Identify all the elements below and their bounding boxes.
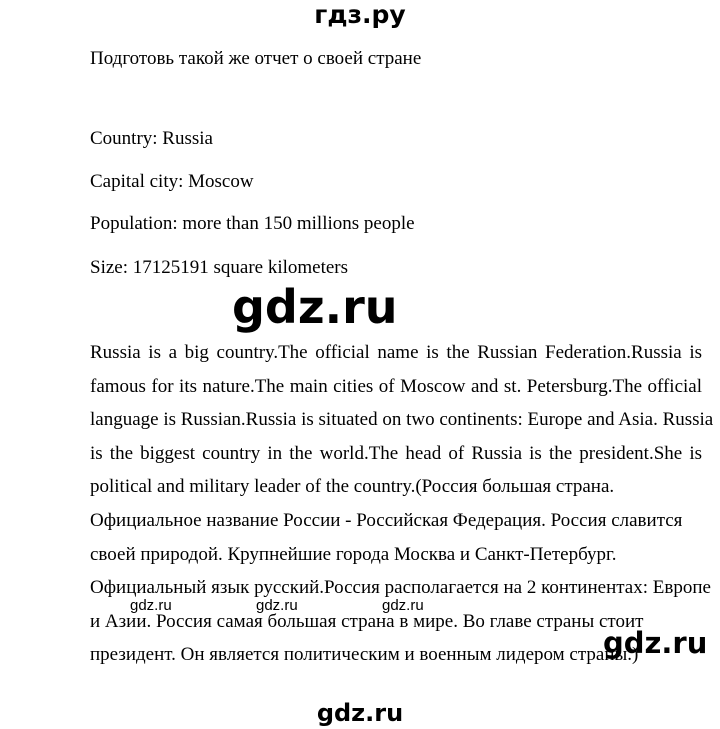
essay-line: Официальное название России - Российская Федерация. Россия славится (90, 509, 683, 531)
essay-text (90, 336, 714, 672)
essay-line: Russia is a big country.The official name is the Russian Federation.Russia is (90, 342, 702, 363)
fact-capital: Capital city: Moscow (90, 171, 254, 192)
watermark-small: gdz.ru (130, 597, 172, 614)
watermark-right: gdz.ru (603, 626, 708, 660)
essay-line: президент. Он является политическим и военным лидером страны.) (90, 644, 639, 666)
essay-line: famous for its nature.The main cities of Moscow and st. Petersburg.The official (90, 375, 702, 397)
watermark-top: гдз.ру (314, 0, 406, 29)
essay-line: Официальный язык русский.Россия располагается на 2 континентах: Европе (90, 577, 711, 599)
essay-line: political and military leader of the country.(Россия большая страна. (90, 476, 615, 498)
fact-country: Country: Russia (90, 128, 213, 149)
watermark-small: gdz.ru (382, 597, 424, 614)
essay-line: language is Russian.Russia is situated on two continents: Europe and Asia. Russia (90, 409, 714, 431)
watermark-middle: gdz.ru (232, 280, 398, 334)
watermark-bottom: gdz.ru (316, 699, 404, 727)
task-heading: Подготовь такой же отчет о своей стране (90, 48, 422, 69)
essay-line: is the biggest country in the world.The head of Russia is the president.She is (90, 442, 702, 464)
watermark-small: gdz.ru (256, 597, 298, 614)
fact-population: Population: more than 150 millions people (90, 213, 415, 234)
essay-line: своей природой. Крупнейшие города Москва и Санкт-Петербург. (90, 543, 617, 565)
fact-size: Size: 17125191 square kilometers (90, 257, 349, 278)
essay-line: и Азии. Россия самая большая страна в мире. Во главе страны стоит (90, 610, 644, 632)
